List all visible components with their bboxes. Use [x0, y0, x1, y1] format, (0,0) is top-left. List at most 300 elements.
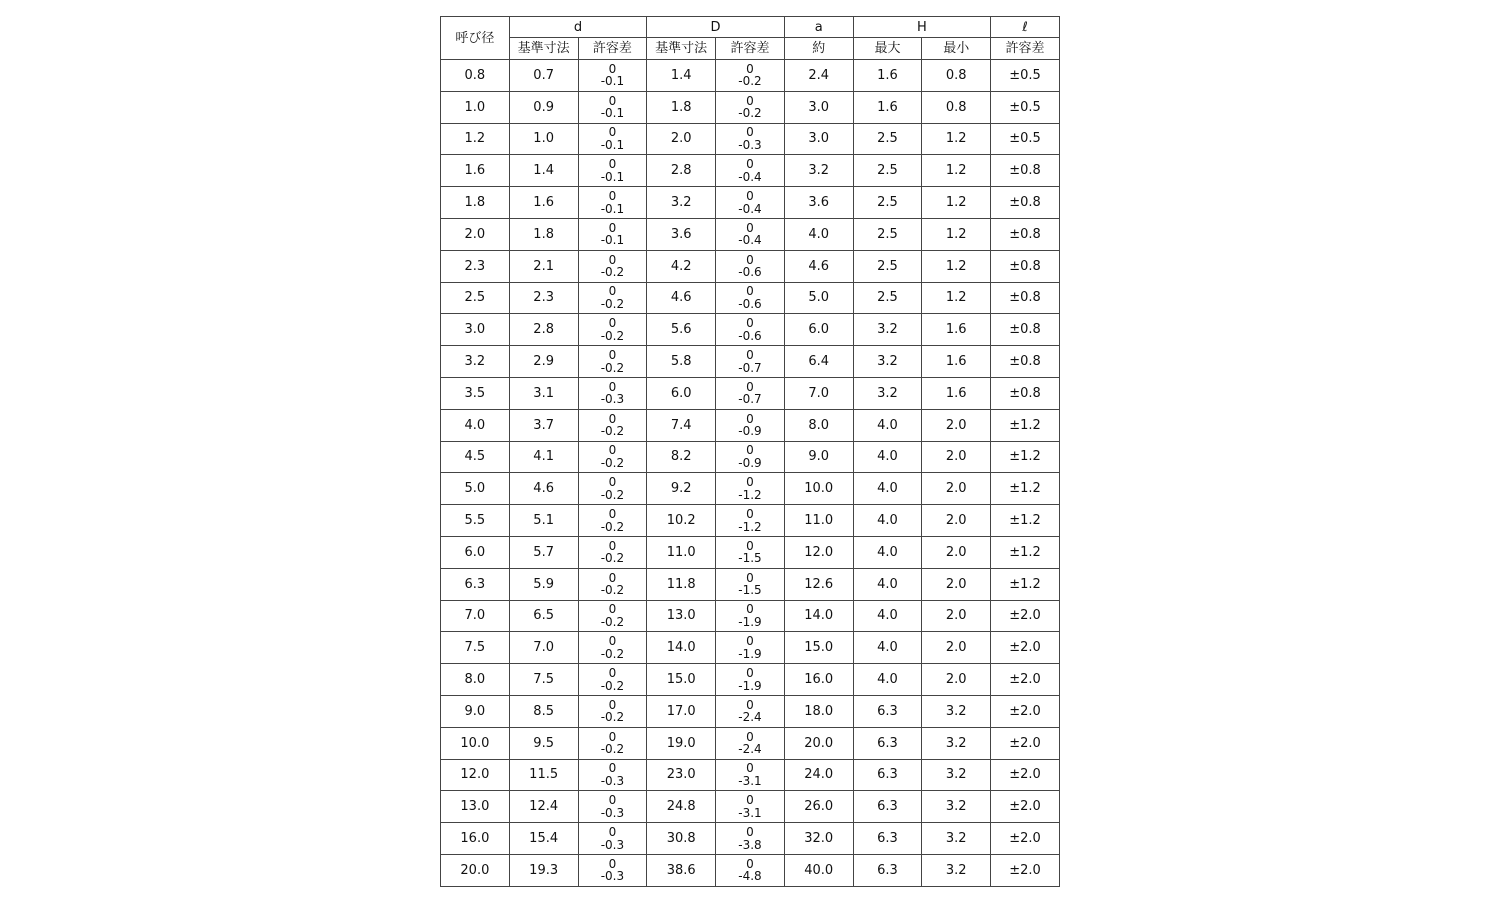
tolerance-upper: 0 [746, 793, 754, 808]
cell-D-tolerance [716, 250, 785, 282]
tolerance-lower: -1.2 [738, 487, 762, 502]
cell-a: 6.0 [784, 314, 853, 346]
tolerance-upper: 0 [608, 475, 617, 490]
cell-d-basic: 0.9 [509, 91, 578, 123]
cell-a: 4.0 [784, 218, 853, 250]
cell-D-basic: 8.2 [647, 441, 716, 473]
cell-a: 3.0 [784, 91, 853, 123]
cell-H-max: 6.3 [853, 695, 922, 727]
cell-H-max: 3.2 [853, 314, 922, 346]
cell-H-max: 2.5 [853, 123, 922, 155]
tolerance-upper: 0 [608, 316, 617, 331]
cell-d-tolerance [578, 664, 647, 696]
table-header [441, 17, 1060, 60]
cell-H-max: 4.0 [853, 536, 922, 568]
dimension-table [440, 16, 1060, 887]
tolerance-upper: 0 [746, 570, 754, 585]
header-group-a: a [784, 17, 853, 38]
tolerance-upper: 0 [746, 538, 754, 553]
table-row [441, 282, 1060, 314]
cell-D-basic: 11.0 [647, 536, 716, 568]
cell-l-tolerance: ±1.2 [991, 536, 1060, 568]
cell-d-tolerance [578, 218, 647, 250]
table-row [441, 346, 1060, 378]
cell-d-basic: 6.5 [509, 600, 578, 632]
cell-D-tolerance [716, 759, 785, 791]
tolerance-upper: 0 [746, 443, 754, 458]
cell-nominal: 20.0 [441, 854, 510, 886]
cell-d-basic: 2.8 [509, 314, 578, 346]
header-H-min: 最小 [922, 38, 991, 60]
cell-d-tolerance [578, 727, 647, 759]
cell-H-max: 6.3 [853, 791, 922, 823]
table-row [441, 155, 1060, 187]
cell-d-basic: 19.3 [509, 854, 578, 886]
tolerance-upper: 0 [608, 252, 617, 267]
cell-D-tolerance [716, 346, 785, 378]
cell-D-basic: 38.6 [647, 854, 716, 886]
header-l-tolerance: 許容差 [991, 38, 1060, 60]
tolerance-lower: -0.9 [738, 455, 762, 470]
tolerance-lower: -0.7 [738, 360, 762, 375]
cell-d-basic: 9.5 [509, 727, 578, 759]
table-row [441, 727, 1060, 759]
header-group-D: D [647, 17, 785, 38]
tolerance-lower: -0.4 [738, 233, 762, 248]
cell-D-basic: 6.0 [647, 377, 716, 409]
cell-nominal: 2.3 [441, 250, 510, 282]
cell-d-tolerance [578, 441, 647, 473]
table-row [441, 187, 1060, 219]
tolerance-lower: -1.9 [738, 646, 762, 661]
cell-D-basic: 4.6 [647, 282, 716, 314]
cell-H-min: 2.0 [922, 632, 991, 664]
cell-D-basic: 5.6 [647, 314, 716, 346]
cell-a: 3.6 [784, 187, 853, 219]
cell-nominal: 2.5 [441, 282, 510, 314]
table-row [441, 250, 1060, 282]
tolerance-upper: 0 [746, 697, 754, 712]
cell-a: 12.0 [784, 536, 853, 568]
cell-H-max: 4.0 [853, 473, 922, 505]
cell-d-tolerance [578, 505, 647, 537]
tolerance-upper: 0 [746, 189, 754, 204]
cell-d-basic: 5.1 [509, 505, 578, 537]
cell-a: 40.0 [784, 854, 853, 886]
cell-d-basic: 1.8 [509, 218, 578, 250]
cell-d-basic: 2.3 [509, 282, 578, 314]
cell-D-tolerance [716, 314, 785, 346]
header-D-tolerance: 許容差 [716, 38, 785, 60]
tolerance-upper: 0 [608, 507, 617, 522]
cell-a: 7.0 [784, 377, 853, 409]
cell-D-basic: 19.0 [647, 727, 716, 759]
cell-l-tolerance: ±2.0 [991, 695, 1060, 727]
cell-D-tolerance [716, 727, 785, 759]
cell-l-tolerance: ±1.2 [991, 568, 1060, 600]
cell-nominal: 4.5 [441, 441, 510, 473]
table-row [441, 854, 1060, 886]
cell-l-tolerance: ±0.8 [991, 218, 1060, 250]
cell-d-tolerance [578, 695, 647, 727]
cell-H-max: 6.3 [853, 759, 922, 791]
cell-l-tolerance: ±0.5 [991, 60, 1060, 92]
tolerance-upper: 0 [608, 825, 617, 840]
tolerance-lower: -3.8 [738, 837, 762, 852]
tolerance-upper: 0 [608, 284, 617, 299]
tolerance-upper: 0 [746, 411, 754, 426]
cell-D-basic: 9.2 [647, 473, 716, 505]
cell-D-tolerance [716, 664, 785, 696]
cell-H-max: 6.3 [853, 854, 922, 886]
cell-H-min: 3.2 [922, 759, 991, 791]
header-row-subcolumns [441, 38, 1060, 60]
cell-D-basic: 1.8 [647, 91, 716, 123]
cell-D-tolerance [716, 473, 785, 505]
tolerance-lower: -0.2 [738, 106, 762, 121]
cell-a: 14.0 [784, 600, 853, 632]
table-row [441, 218, 1060, 250]
cell-D-tolerance [716, 854, 785, 886]
tolerance-upper: 0 [608, 729, 617, 744]
table-row [441, 91, 1060, 123]
cell-d-tolerance [578, 91, 647, 123]
header-row-groups [441, 17, 1060, 38]
cell-d-tolerance [578, 632, 647, 664]
tolerance-lower: -0.2 [600, 678, 625, 693]
cell-H-max: 1.6 [853, 60, 922, 92]
cell-a: 32.0 [784, 823, 853, 855]
cell-l-tolerance: ±0.8 [991, 377, 1060, 409]
tolerance-upper: 0 [608, 157, 617, 172]
tolerance-lower: -0.3 [600, 773, 625, 788]
cell-a: 18.0 [784, 695, 853, 727]
cell-H-min: 1.6 [922, 314, 991, 346]
cell-H-min: 1.2 [922, 282, 991, 314]
cell-d-basic: 12.4 [509, 791, 578, 823]
tolerance-lower: -0.6 [738, 296, 762, 311]
cell-H-max: 4.0 [853, 505, 922, 537]
cell-l-tolerance: ±0.8 [991, 314, 1060, 346]
cell-nominal: 4.0 [441, 409, 510, 441]
cell-nominal: 3.2 [441, 346, 510, 378]
table-row [441, 568, 1060, 600]
tolerance-upper: 0 [608, 125, 617, 140]
cell-l-tolerance: ±1.2 [991, 505, 1060, 537]
cell-nominal: 1.2 [441, 123, 510, 155]
cell-D-tolerance [716, 441, 785, 473]
header-d-basic: 基準寸法 [509, 38, 578, 60]
cell-D-basic: 30.8 [647, 823, 716, 855]
cell-nominal: 3.5 [441, 377, 510, 409]
cell-l-tolerance: ±0.5 [991, 123, 1060, 155]
cell-a: 9.0 [784, 441, 853, 473]
cell-H-max: 2.5 [853, 218, 922, 250]
table-row [441, 823, 1060, 855]
cell-D-basic: 2.8 [647, 155, 716, 187]
cell-a: 16.0 [784, 664, 853, 696]
cell-H-max: 2.5 [853, 155, 922, 187]
table-row [441, 409, 1060, 441]
cell-l-tolerance: ±1.2 [991, 473, 1060, 505]
cell-H-min: 1.2 [922, 218, 991, 250]
cell-H-min: 3.2 [922, 823, 991, 855]
tolerance-upper: 0 [746, 729, 754, 744]
cell-H-min: 1.6 [922, 377, 991, 409]
tolerance-lower: -0.2 [600, 455, 625, 470]
header-D-basic: 基準寸法 [647, 38, 716, 60]
cell-nominal: 16.0 [441, 823, 510, 855]
cell-nominal: 7.5 [441, 632, 510, 664]
cell-H-max: 4.0 [853, 600, 922, 632]
cell-d-basic: 2.9 [509, 346, 578, 378]
tolerance-upper: 0 [608, 697, 617, 712]
cell-l-tolerance: ±2.0 [991, 759, 1060, 791]
cell-d-tolerance [578, 791, 647, 823]
cell-d-tolerance [578, 473, 647, 505]
tolerance-upper: 0 [746, 157, 754, 172]
cell-d-basic: 3.1 [509, 377, 578, 409]
cell-l-tolerance: ±0.5 [991, 91, 1060, 123]
cell-H-max: 4.0 [853, 568, 922, 600]
tolerance-upper: 0 [608, 793, 617, 808]
cell-d-tolerance [578, 600, 647, 632]
cell-a: 5.0 [784, 282, 853, 314]
tolerance-lower: -0.1 [600, 201, 625, 216]
header-group-d: d [509, 17, 647, 38]
tolerance-lower: -0.7 [738, 392, 762, 407]
table-row [441, 473, 1060, 505]
cell-H-min: 3.2 [922, 854, 991, 886]
tolerance-lower: -0.2 [738, 74, 762, 89]
tolerance-lower: -0.1 [600, 169, 625, 184]
cell-H-max: 1.6 [853, 91, 922, 123]
cell-d-basic: 4.1 [509, 441, 578, 473]
tolerance-upper: 0 [608, 856, 617, 871]
cell-H-min: 2.0 [922, 441, 991, 473]
cell-H-min: 3.2 [922, 695, 991, 727]
cell-H-min: 1.2 [922, 187, 991, 219]
cell-d-basic: 2.1 [509, 250, 578, 282]
cell-D-tolerance [716, 600, 785, 632]
cell-d-basic: 7.0 [509, 632, 578, 664]
cell-d-basic: 1.0 [509, 123, 578, 155]
cell-D-tolerance [716, 505, 785, 537]
cell-D-basic: 4.2 [647, 250, 716, 282]
tolerance-lower: -1.2 [738, 519, 762, 534]
cell-d-basic: 1.6 [509, 187, 578, 219]
cell-H-max: 4.0 [853, 441, 922, 473]
cell-H-max: 2.5 [853, 250, 922, 282]
table-row [441, 441, 1060, 473]
tolerance-upper: 0 [746, 316, 754, 331]
cell-a: 11.0 [784, 505, 853, 537]
cell-D-tolerance [716, 377, 785, 409]
tolerance-upper: 0 [746, 856, 754, 871]
tolerance-lower: -0.2 [600, 360, 625, 375]
cell-D-tolerance [716, 823, 785, 855]
cell-D-tolerance [716, 123, 785, 155]
table-row [441, 632, 1060, 664]
cell-d-tolerance [578, 409, 647, 441]
cell-l-tolerance: ±2.0 [991, 600, 1060, 632]
cell-D-tolerance [716, 695, 785, 727]
cell-nominal: 2.0 [441, 218, 510, 250]
cell-D-basic: 3.6 [647, 218, 716, 250]
header-group-H: H [853, 17, 991, 38]
cell-D-basic: 15.0 [647, 664, 716, 696]
cell-H-max: 4.0 [853, 632, 922, 664]
cell-D-basic: 13.0 [647, 600, 716, 632]
tolerance-lower: -0.4 [738, 169, 762, 184]
cell-H-min: 2.0 [922, 505, 991, 537]
tolerance-upper: 0 [608, 220, 617, 235]
cell-d-basic: 1.4 [509, 155, 578, 187]
cell-H-max: 4.0 [853, 664, 922, 696]
cell-D-tolerance [716, 282, 785, 314]
cell-d-tolerance [578, 759, 647, 791]
cell-nominal: 6.0 [441, 536, 510, 568]
cell-H-min: 2.0 [922, 600, 991, 632]
cell-D-basic: 3.2 [647, 187, 716, 219]
table-row [441, 759, 1060, 791]
table-row [441, 536, 1060, 568]
tolerance-lower: -0.1 [600, 233, 625, 248]
tolerance-upper: 0 [746, 475, 754, 490]
cell-H-min: 2.0 [922, 568, 991, 600]
table-row [441, 123, 1060, 155]
tolerance-upper: 0 [746, 125, 754, 140]
tolerance-upper: 0 [746, 93, 754, 108]
tolerance-lower: -0.2 [600, 742, 625, 757]
tolerance-lower: -3.1 [738, 773, 762, 788]
table-row [441, 377, 1060, 409]
cell-H-min: 1.2 [922, 123, 991, 155]
tolerance-lower: -0.2 [600, 519, 625, 534]
tolerance-lower: -0.2 [600, 551, 625, 566]
cell-D-basic: 5.8 [647, 346, 716, 378]
cell-a: 10.0 [784, 473, 853, 505]
cell-d-basic: 7.5 [509, 664, 578, 696]
cell-nominal: 5.0 [441, 473, 510, 505]
cell-d-tolerance [578, 250, 647, 282]
cell-d-basic: 4.6 [509, 473, 578, 505]
tolerance-upper: 0 [608, 602, 617, 617]
cell-a: 15.0 [784, 632, 853, 664]
table-row [441, 695, 1060, 727]
cell-H-min: 1.6 [922, 346, 991, 378]
tolerance-lower: -0.9 [738, 424, 762, 439]
tolerance-upper: 0 [746, 666, 754, 681]
cell-l-tolerance: ±0.8 [991, 250, 1060, 282]
tolerance-lower: -3.1 [738, 805, 762, 820]
cell-d-basic: 11.5 [509, 759, 578, 791]
cell-H-min: 1.2 [922, 155, 991, 187]
cell-l-tolerance: ±0.8 [991, 346, 1060, 378]
cell-D-tolerance [716, 218, 785, 250]
cell-a: 4.6 [784, 250, 853, 282]
cell-l-tolerance: ±1.2 [991, 409, 1060, 441]
cell-D-tolerance [716, 791, 785, 823]
cell-H-min: 2.0 [922, 664, 991, 696]
cell-D-basic: 17.0 [647, 695, 716, 727]
tolerance-lower: -0.2 [600, 424, 625, 439]
cell-nominal: 9.0 [441, 695, 510, 727]
cell-l-tolerance: ±0.8 [991, 187, 1060, 219]
cell-H-min: 2.0 [922, 473, 991, 505]
tolerance-upper: 0 [608, 666, 617, 681]
tolerance-lower: -0.1 [600, 74, 625, 89]
cell-l-tolerance: ±0.8 [991, 282, 1060, 314]
cell-D-tolerance [716, 60, 785, 92]
cell-a: 24.0 [784, 759, 853, 791]
cell-d-basic: 3.7 [509, 409, 578, 441]
cell-l-tolerance: ±0.8 [991, 155, 1060, 187]
cell-l-tolerance: ±2.0 [991, 727, 1060, 759]
tolerance-lower: -2.4 [738, 710, 762, 725]
cell-nominal: 8.0 [441, 664, 510, 696]
tolerance-lower: -0.1 [600, 106, 625, 121]
cell-d-basic: 8.5 [509, 695, 578, 727]
cell-D-basic: 24.8 [647, 791, 716, 823]
cell-d-tolerance [578, 123, 647, 155]
cell-H-min: 3.2 [922, 791, 991, 823]
table-row [441, 600, 1060, 632]
cell-d-tolerance [578, 854, 647, 886]
cell-D-tolerance [716, 568, 785, 600]
cell-nominal: 5.5 [441, 505, 510, 537]
table-row [441, 60, 1060, 92]
cell-a: 26.0 [784, 791, 853, 823]
tolerance-lower: -0.2 [600, 646, 625, 661]
cell-H-max: 3.2 [853, 377, 922, 409]
cell-H-max: 6.3 [853, 823, 922, 855]
tolerance-lower: -1.5 [738, 551, 762, 566]
tolerance-lower: -0.4 [738, 201, 762, 216]
cell-nominal: 10.0 [441, 727, 510, 759]
cell-d-tolerance [578, 155, 647, 187]
tolerance-upper: 0 [608, 379, 617, 394]
cell-H-min: 0.8 [922, 91, 991, 123]
tolerance-lower: -0.3 [738, 137, 762, 152]
cell-D-tolerance [716, 409, 785, 441]
tolerance-upper: 0 [608, 61, 617, 76]
tolerance-lower: -0.2 [600, 614, 625, 629]
tolerance-upper: 0 [746, 348, 754, 363]
cell-d-basic: 15.4 [509, 823, 578, 855]
cell-d-tolerance [578, 823, 647, 855]
tolerance-upper: 0 [746, 761, 754, 776]
cell-l-tolerance: ±1.2 [991, 441, 1060, 473]
cell-D-tolerance [716, 91, 785, 123]
cell-D-basic: 2.0 [647, 123, 716, 155]
cell-nominal: 7.0 [441, 600, 510, 632]
cell-d-tolerance [578, 377, 647, 409]
cell-D-basic: 14.0 [647, 632, 716, 664]
cell-D-tolerance [716, 187, 785, 219]
cell-D-tolerance [716, 632, 785, 664]
cell-H-max: 2.5 [853, 282, 922, 314]
cell-H-min: 0.8 [922, 60, 991, 92]
header-a-approx: 約 [784, 38, 853, 60]
tolerance-upper: 0 [746, 284, 754, 299]
tolerance-lower: -0.1 [600, 137, 625, 152]
cell-d-tolerance [578, 282, 647, 314]
tolerance-upper: 0 [746, 61, 754, 76]
tolerance-lower: -0.6 [738, 265, 762, 280]
tolerance-lower: -0.6 [738, 328, 762, 343]
cell-H-min: 1.2 [922, 250, 991, 282]
